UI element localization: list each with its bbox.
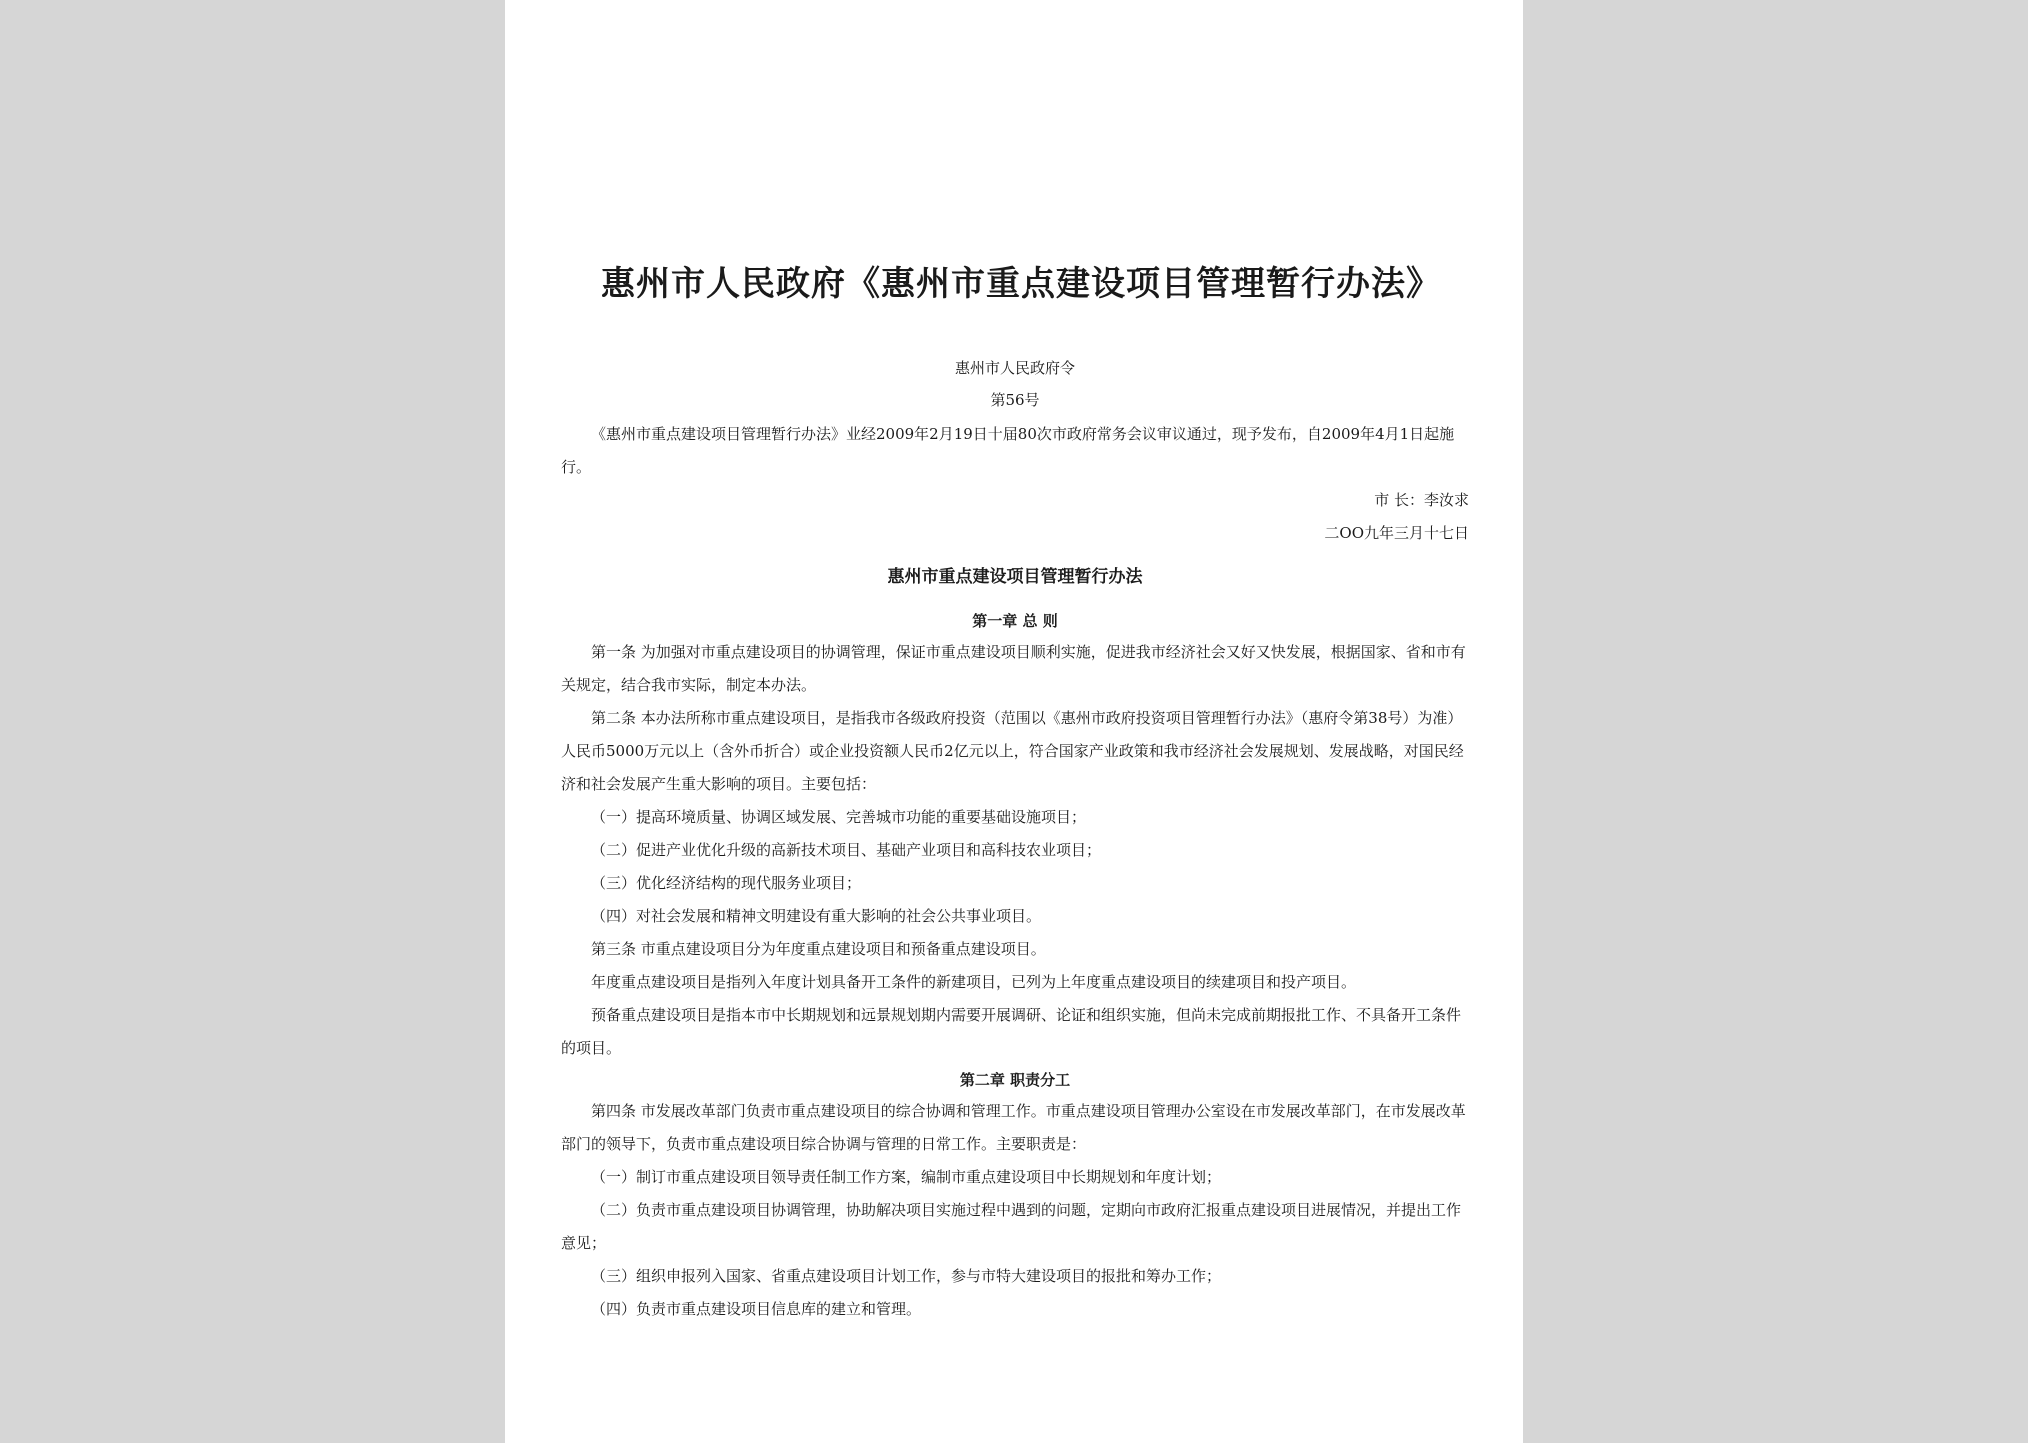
article-3-reserve-projects: 预备重点建设项目是指本市中长期规划和远景规划期内需要开展调研、论证和组织实施，但尚未完成前期报批工作、不具备开工条件的项目。 <box>561 1006 1462 1057</box>
chapter-2-title: 第二章 职责分工 <box>959 1071 1071 1089</box>
document-page <box>505 0 1523 1443</box>
article-3: 第三条 市重点建设项目分为年度重点建设项目和预备重点建设项目。 <box>591 940 1046 958</box>
article-2-item-3: （三）优化经济结构的现代服务业项目； <box>591 874 862 892</box>
article-4-item-3: （三）组织申报列入国家、省重点建设项目计划工作，参与市特大建设项目的报批和筹办工作； <box>591 1267 1222 1285</box>
promulgation-paragraph: 《惠州市重点建设项目管理暂行办法》业经2009年2月19日十届80次市政府常务会议审议通过，现予发布，自2009年4月1日起施行。 <box>561 425 1455 476</box>
article-4-item-1: （一）制订市重点建设项目领导责任制工作方案，编制市重点建设项目中长期规划和年度计划； <box>591 1168 1222 1186</box>
document-content <box>561 262 1469 1326</box>
mayor-signature-line: 市 长：李汝求 <box>1374 491 1469 509</box>
article-1: 第一条 为加强对市重点建设项目的协调管理，保证市重点建设项目顺利实施，促进我市经济社会又好又快发展，根据国家、省和市有关规定，结合我市实际，制定本办法。 <box>561 643 1466 694</box>
article-4-item-2: （二）负责市重点建设项目协调管理，协助解决项目实施过程中遇到的问题，定期向市政府汇报重点建设项目进展情况，并提出工作意见； <box>561 1201 1462 1252</box>
article-3-annual-projects: 年度重点建设项目是指列入年度计划具备开工条件的新建项目，已列为上年度重点建设项目的续建项目和投产项目。 <box>591 973 1357 991</box>
article-4-item-4: （四）负责市重点建设项目信息库的建立和管理。 <box>591 1300 922 1318</box>
article-2-item-2: （二）促进产业优化升级的高新技术项目、基础产业项目和高科技农业项目； <box>591 841 1102 859</box>
article-2: 第二条 本办法所称市重点建设项目，是指我市各级政府投资（范围以《惠州市政府投资项目管理暂行办法》（惠府令第38号）为准）人民币5000万元以上（含外币折合）或企业投资额人民币2亿元以上，符合国家产业政策和我市经济社会发展规划、发展战略，对国民经济和社会发展产生重大影响的项目。主要包括： <box>561 709 1464 793</box>
document-title: 惠州市人民政府《惠州市重点建设项目管理暂行办法》 <box>601 264 1441 304</box>
measures-title: 惠州市重点建设项目管理暂行办法 <box>887 567 1143 587</box>
decree-number: 第56号 <box>990 391 1040 409</box>
issue-date: 二OO九年三月十七日 <box>1324 524 1469 542</box>
decree-issuer: 惠州市人民政府令 <box>954 359 1075 377</box>
article-2-item-1: （一）提高环境质量、协调区域发展、完善城市功能的重要基础设施项目； <box>591 808 1087 826</box>
article-4: 第四条 市发展改革部门负责市重点建设项目的综合协调和管理工作。市重点建设项目管理办公室设在市发展改革部门，在市发展改革部门的领导下，负责市重点建设项目综合协调与管理的日常工作。主要职责是： <box>561 1102 1466 1153</box>
chapter-1-title: 第一章 总 则 <box>972 612 1058 630</box>
article-2-item-4: （四）对社会发展和精神文明建设有重大影响的社会公共事业项目。 <box>591 907 1042 925</box>
